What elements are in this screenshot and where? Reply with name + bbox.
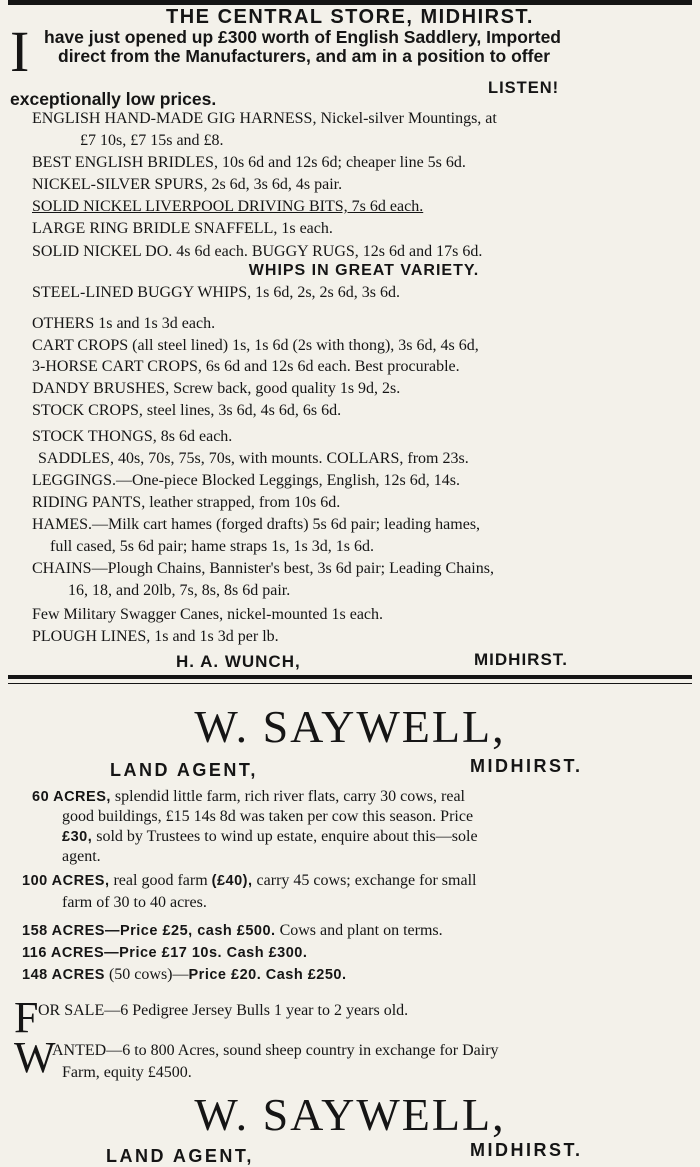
wanted-drop-cap: W	[14, 1033, 56, 1082]
wanted-line-2: Farm, equity £4500.	[62, 1064, 192, 1081]
listing-row: good buildings, £15 14s 8d was taken per cow this season. Price	[62, 808, 474, 825]
ad1-item: 3-HORSE CART CROPS, 6s 6d and 12s 6d each. Best procurable.	[32, 358, 460, 375]
ad1-drop-cap: I	[10, 19, 30, 84]
ad1-item: STOCK CROPS, steel lines, 3s 6d, 4s 6d, 6s 6d.	[32, 402, 342, 419]
ad1-intro-line-1: have just opened up £300 worth of English Saddlery, Imported	[44, 27, 561, 47]
ad1-signature-name: H. A. WUNCH,	[176, 652, 301, 671]
for-sale-text: OR SALE—6 Pedigree Jersey Bulls 1 year to 2 years old.	[38, 1002, 409, 1019]
listing-row: 60 ACRES, splendid little farm, rich river flats, carry 30 cows, real	[32, 788, 465, 805]
ad1-item: full cased, 5s 6d pair; hame straps 1s, 1s 3d, 1s 6d.	[50, 538, 374, 555]
wanted-line-1: ANTED—6 to 800 Acres, sound sheep country in exchange for Dairy	[52, 1042, 499, 1059]
ad1-item: SOLID NICKEL DO. 4s 6d each. BUGGY RUGS, 12s 6d and 17s 6d.	[32, 243, 483, 260]
ad1-section-whips: WHIPS IN GREAT VARIETY.	[248, 262, 480, 279]
ad1-item: SOLID NICKEL LIVERPOOL DRIVING BITS, 7s 6d each.	[32, 198, 424, 215]
ad1-item: £7 10s, £7 15s and £8.	[80, 132, 224, 149]
ad2-agent-place: MIDHIRST.	[470, 756, 583, 776]
ad1-item: DANDY BRUSHES, Screw back, good quality 1s 9d, 2s.	[32, 380, 401, 397]
listing-row: £30, sold by Trustees to wind up estate, enquire about this—sole	[62, 828, 478, 845]
for-sale-drop-cap: F	[14, 993, 39, 1042]
ad1-listen: LISTEN!	[488, 79, 560, 97]
top-rule	[8, 0, 692, 5]
divider-rule	[8, 675, 692, 679]
ad1-item: ENGLISH HAND-MADE GIG HARNESS, Nickel-silver Mountings, at	[32, 110, 497, 127]
ad1-item: RIDING PANTS, leather strapped, from 10s 6d.	[32, 494, 341, 511]
listing-row: 158 ACRES—Price £25, cash £500. Cows and plant on terms.	[22, 922, 443, 939]
ad1-intro-line-3: exceptionally low prices.	[10, 89, 217, 109]
ad1-item: OTHERS 1s and 1s 3d each.	[32, 315, 216, 332]
listing-row: farm of 30 to 40 acres.	[62, 894, 207, 911]
ad2-agent-role-footer: LAND AGENT,	[106, 1146, 254, 1166]
ad1-title: THE CENTRAL STORE, MIDHIRST.	[166, 6, 534, 28]
listing-row: 148 ACRES (50 cows)—Price £20. Cash £250.	[22, 966, 347, 983]
ad1-item: CHAINS—Plough Chains, Bannister's best, 3s 6d pair; Leading Chains,	[32, 560, 494, 577]
ad1-item: NICKEL-SILVER SPURS, 2s 6d, 3s 6d, 4s pair.	[32, 176, 343, 193]
ad1-item: BEST ENGLISH BRIDLES, 10s 6d and 12s 6d; cheaper line 5s 6d.	[32, 154, 466, 171]
ad1-item: LEGGINGS.—One-piece Blocked Leggings, English, 12s 6d, 14s.	[32, 472, 460, 489]
ad2-agent-place-footer: MIDHIRST.	[470, 1140, 583, 1160]
ad1-item: PLOUGH LINES, 1s and 1s 3d per lb.	[32, 628, 279, 645]
listing-row: agent.	[62, 848, 101, 865]
ad1-item: STOCK THONGS, 8s 6d each.	[32, 428, 233, 445]
ad2-agent-name: W. SAYWELL,	[194, 701, 506, 752]
ad1-intro-line-2: direct from the Manufacturers, and am in a position to offer	[58, 46, 550, 66]
ad1-item: LARGE RING BRIDLE SNAFFELL, 1s each.	[32, 220, 333, 237]
ad1-item: Few Military Swagger Canes, nickel-mounted 1s each.	[32, 606, 384, 623]
ad1-item: 16, 18, and 20lb, 7s, 8s, 8s 6d pair.	[68, 582, 291, 599]
ad1-item: STEEL-LINED BUGGY WHIPS, 1s 6d, 2s, 2s 6d, 3s 6d.	[32, 284, 400, 301]
ad2-agent-role: LAND AGENT,	[110, 760, 258, 780]
ad1-item: CART CROPS (all steel lined) 1s, 1s 6d (2s with thong), 3s 6d, 4s 6d,	[32, 337, 479, 354]
listing-row: 100 ACRES, real good farm (£40), carry 45 cows; exchange for small	[22, 872, 477, 889]
ad1-item: HAMES.—Milk cart hames (forged drafts) 5s 6d pair; leading hames,	[32, 516, 481, 533]
ad1-signature-place: MIDHIRST.	[474, 650, 568, 669]
ad1-item: SADDLES, 40s, 70s, 75s, 70s, with mounts. COLLARS, from 23s.	[38, 450, 469, 467]
listing-row: 116 ACRES—Price £17 10s. Cash £300.	[22, 945, 308, 961]
divider-rule-thin	[8, 683, 692, 684]
ad2-agent-name-footer: W. SAYWELL,	[194, 1089, 506, 1140]
